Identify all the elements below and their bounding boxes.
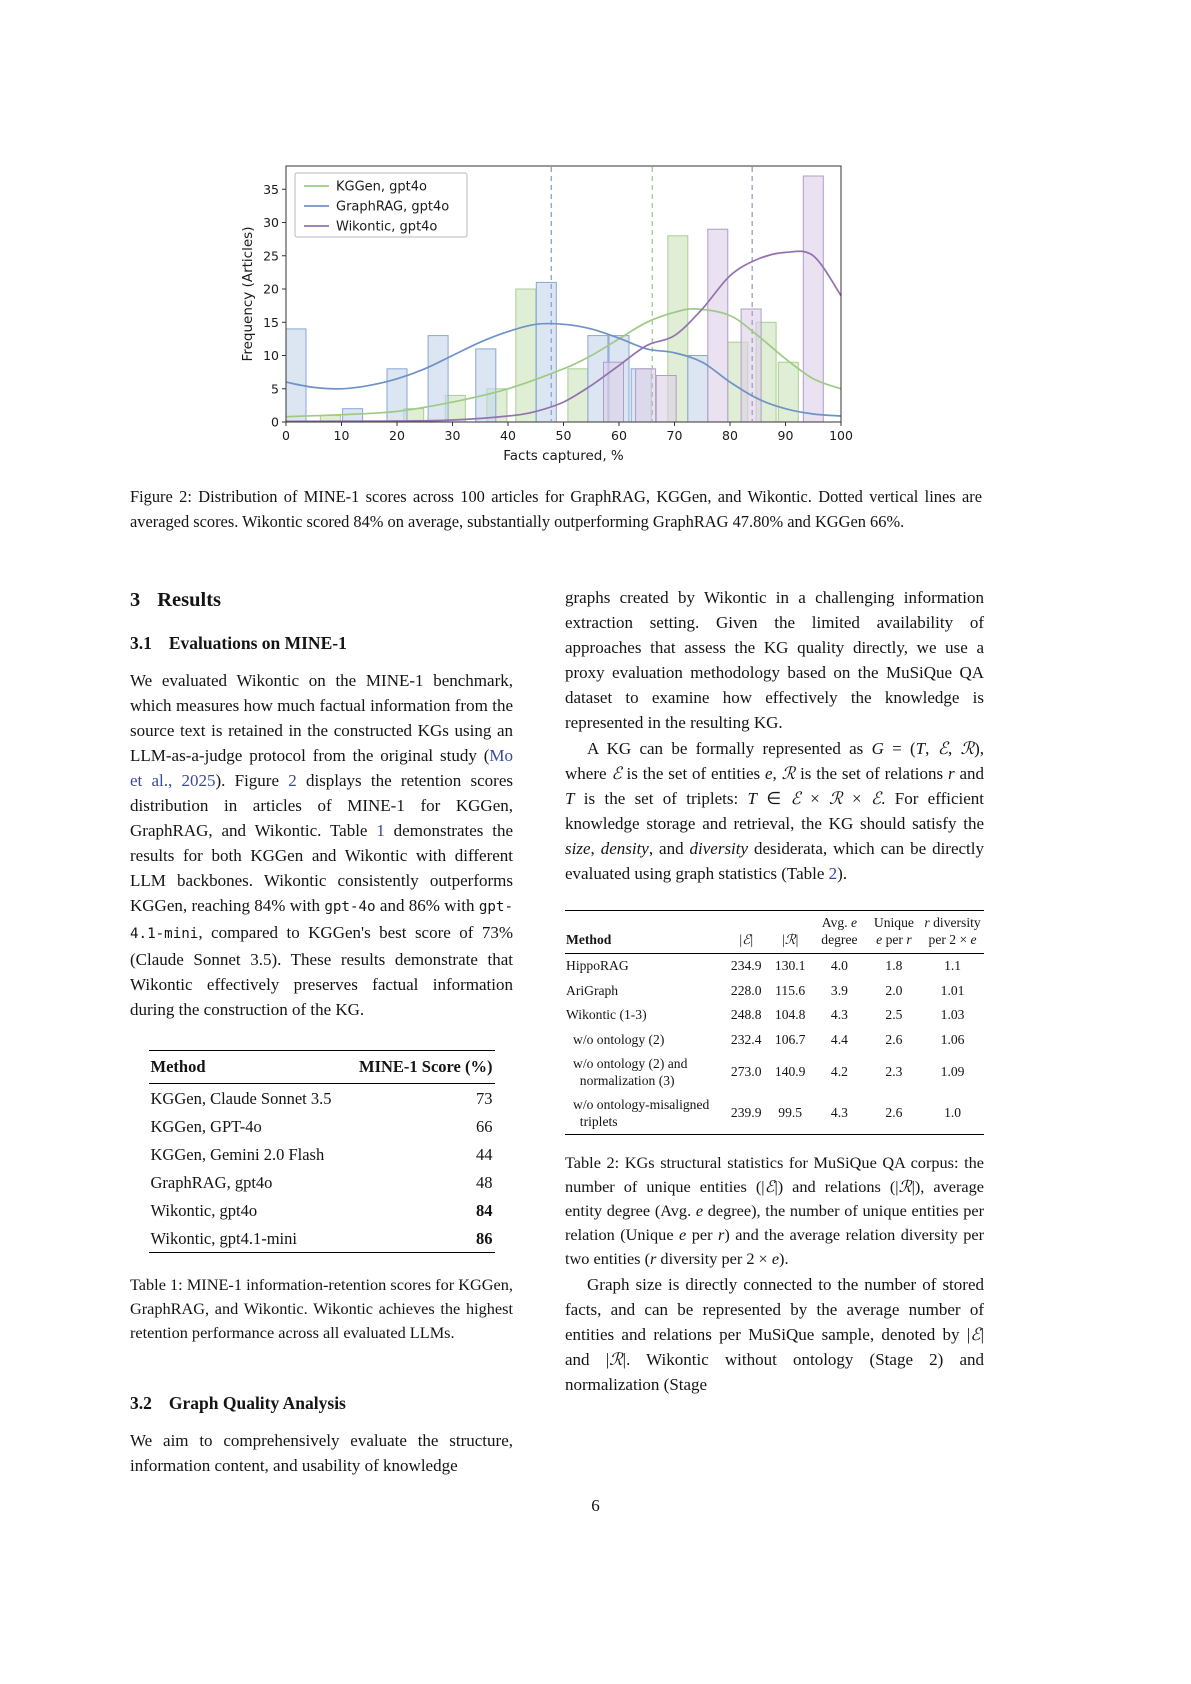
- stat-cell: 3.9: [830, 982, 848, 998]
- stat-cell: 234.9: [730, 958, 762, 973]
- ref-link[interactable]: 1: [376, 821, 385, 840]
- table1-caption: Table 1: MINE-1 information-retention scores for KGGen, GraphRAG, and Wikontic. Wikontic achieves the highest retention performance across all evaluated LLMs.: [130, 1275, 513, 1342]
- stat-cell: 4.4: [830, 1031, 848, 1047]
- score-cell: 66: [476, 1116, 493, 1136]
- score-cell: 44: [476, 1144, 493, 1164]
- svg-text:10: 10: [333, 428, 350, 443]
- stat-cell: 4.2: [830, 1064, 848, 1080]
- stat-cell: 1.06: [940, 1031, 965, 1047]
- legend: [295, 173, 467, 237]
- svg-text:5: 5: [271, 381, 279, 397]
- subsection-heading-3-1: [130, 631, 513, 655]
- svg-text:70: 70: [666, 428, 683, 443]
- svg-text:80: 80: [722, 428, 738, 443]
- stat-cell: 106.7: [774, 1031, 806, 1047]
- stat-cell: 2.3: [885, 1064, 903, 1080]
- table2-header: |ℰ|: [724, 911, 768, 954]
- x-axis-label: Facts captured, %: [503, 448, 624, 464]
- table2-header: Unique e per r: [867, 911, 921, 954]
- method-cell: KGGen, GPT-4o: [150, 1116, 262, 1136]
- subsection-number: 3.2: [130, 1393, 152, 1413]
- paragraph-evaluations: We evaluated Wikontic on the MINE-1 benchmark, which measures how much factual information from the source text is retained in the constructed KGs using an LLM-as-a-judge protocol from the original study (Mo et al., 2025). Figure 2 displays the retention scores distribution in articles of MINE-1 for KGGen, GraphRAG, and Wikontic. Table 1 demonstrates the results for both KGGen and Wikontic with different LLM backbones. Wikontic consistently outperforms KGGen, reaching 84% with gpt-4o and 86% with gpt-4.1-mini, compared to KGGen's best score of 73% (Claude Sonnet 3.5). These results demonstrate that Wikontic effectively preserves factual information during the construction of the KG.: [130, 671, 514, 1019]
- stat-cell: 130.1: [774, 958, 806, 973]
- stat-cell: 1.09: [940, 1064, 965, 1080]
- score-cell: 48: [476, 1172, 493, 1192]
- ref-link[interactable]: 2: [288, 771, 297, 790]
- method-cell: KGGen, Claude Sonnet 3.5: [150, 1088, 332, 1108]
- stat-cell: 1.01: [940, 982, 965, 998]
- table2-body: [565, 954, 984, 1135]
- paragraph-continued: graphs created by Wikontic in a challenging information extraction setting. Given the limited availability of approaches that assess the KG quality directly, we use a proxy evaluation methodology based on the MuSiQue QA dataset to examine how effectively the knowledge is represented in the resulting KG.: [565, 588, 984, 732]
- stat-cell: 273.0: [730, 1064, 762, 1080]
- svg-text:10: 10: [263, 348, 279, 364]
- inline-code: gpt-4o: [324, 899, 376, 915]
- svg-text:0: 0: [271, 414, 279, 430]
- figure2: [240, 156, 855, 468]
- stat-cell: 2.0: [885, 982, 903, 998]
- stat-cell: 1.0: [944, 1105, 962, 1121]
- stat-cell: 2.5: [885, 1007, 903, 1022]
- section-heading-results: [130, 587, 513, 613]
- stat-cell: 1.8: [885, 958, 903, 973]
- score-cell: 86: [476, 1228, 493, 1248]
- method-cell: w/o ontology-misaligned triplets: [573, 1097, 710, 1129]
- stat-cell: 4.0: [830, 958, 848, 973]
- table2-head-row: [565, 911, 984, 954]
- legend-label: Wikontic, gpt4o: [336, 219, 438, 235]
- svg-text:35: 35: [263, 181, 279, 197]
- table1: [149, 1050, 495, 1253]
- stat-cell: 1.03: [940, 1007, 965, 1022]
- table2-header: Method: [565, 911, 724, 954]
- table2-header: |ℛ|: [768, 911, 812, 954]
- figure2-caption: Figure 2: Distribution of MINE-1 scores across 100 articles for GraphRAG, KGGen, and Wikontic. Dotted vertical lines are averaged scores. Wikontic scored 84% on average, substantially outperforming GraphRAG 47.80% and KGGen 66%.: [130, 487, 982, 531]
- method-cell: Wikontic (1-3): [566, 1007, 647, 1022]
- subsection-number: 3.1: [130, 633, 152, 653]
- table2-row: [565, 1093, 984, 1135]
- stat-cell: 4.3: [830, 1105, 848, 1121]
- figure2-chart: [240, 156, 855, 468]
- table1-row: [149, 1196, 495, 1224]
- method-cell: w/o ontology (2) and normalization (3): [573, 1056, 688, 1088]
- section-number: 3: [130, 589, 141, 611]
- svg-text:40: 40: [500, 428, 516, 443]
- subsection-heading-3-2: [130, 1391, 513, 1415]
- subsection-title: Graph Quality Analysis: [168, 1393, 346, 1413]
- paragraph-graph-quality: We aim to comprehensively evaluate the structure, information content, and usability of knowledge: [130, 1431, 513, 1475]
- method-cell: Wikontic, gpt4o: [150, 1200, 258, 1220]
- paragraph-graph-size: Graph size is directly connected to the number of stored facts, and can be represented by the average number of entities and relations per MuSiQue sample, denoted by |ℰ| and |ℛ|. Wikontic without ontology (Stage 2) and normalization (Stage: [565, 1275, 984, 1394]
- table1-row: [149, 1224, 495, 1253]
- table1-row: [149, 1140, 495, 1168]
- stat-cell: 2.6: [885, 1031, 903, 1047]
- stat-cell: 4.3: [830, 1007, 848, 1022]
- table1-row: [149, 1112, 495, 1140]
- subsection-title: Evaluations on MINE-1: [168, 633, 347, 653]
- table2: [565, 910, 984, 1135]
- table2-row: [565, 1003, 984, 1028]
- table1-body: [149, 1084, 495, 1253]
- table1-row: [149, 1168, 495, 1196]
- stat-cell: 1.1: [944, 958, 962, 973]
- method-cell: GraphRAG, gpt4o: [150, 1172, 273, 1192]
- svg-text:30: 30: [263, 215, 279, 231]
- table2-header: r diversity per 2 × e: [921, 911, 984, 954]
- svg-text:30: 30: [444, 428, 461, 443]
- stat-cell: 239.9: [730, 1105, 762, 1121]
- table2-row: [565, 1052, 984, 1093]
- stat-cell: 104.8: [774, 1007, 806, 1022]
- score-cell: 84: [476, 1200, 493, 1220]
- section-title: Results: [157, 589, 222, 611]
- svg-text:20: 20: [263, 281, 279, 297]
- y-axis-label: Frequency (Articles): [240, 226, 256, 362]
- stat-cell: 140.9: [774, 1064, 806, 1080]
- table1-header: Method: [149, 1051, 347, 1084]
- method-cell: AriGraph: [566, 982, 619, 998]
- ref-link[interactable]: Mo et al., 2025: [130, 746, 513, 790]
- svg-text:100: 100: [829, 428, 853, 443]
- stat-cell: 99.5: [778, 1105, 803, 1121]
- table2-row: [565, 954, 984, 979]
- svg-text:15: 15: [263, 314, 279, 330]
- paragraph-kg-formalism: A KG can be formally represented as G = (T, ℰ, ℛ), where ℰ is the set of entities e, ℛ is the set of relations r and T is the set of triplets: T ∈ ℰ × ℛ × ℰ. For efficient knowledge storage and retrieval, the KG should satisfy the size, density, and diversity desiderata, which can be directly evaluated using graph statistics (Table 2).: [565, 739, 985, 883]
- table1-header: MINE-1 Score (%): [347, 1051, 495, 1084]
- method-cell: KGGen, Gemini 2.0 Flash: [150, 1144, 325, 1164]
- svg-text:60: 60: [611, 428, 627, 443]
- right-column: [565, 585, 984, 1397]
- stat-cell: 248.8: [730, 1007, 762, 1022]
- inline-code: gpt-4.1-mini: [130, 899, 513, 942]
- page-number: 6: [591, 1496, 600, 1515]
- legend-label: KGGen, gpt4o: [336, 179, 427, 195]
- method-cell: Wikontic, gpt4.1-mini: [150, 1228, 297, 1248]
- ref-link[interactable]: 2: [828, 864, 838, 883]
- method-cell: w/o ontology (2): [573, 1031, 665, 1047]
- stat-cell: 228.0: [730, 982, 762, 998]
- stat-cell: 232.4: [730, 1031, 762, 1047]
- svg-text:50: 50: [555, 428, 572, 443]
- stat-cell: 115.6: [775, 982, 806, 998]
- score-cell: 73: [476, 1088, 493, 1108]
- table2-row: [565, 979, 984, 1004]
- svg-text:0: 0: [282, 428, 290, 443]
- table2-row: [565, 1028, 984, 1053]
- left-column: [130, 585, 513, 1478]
- svg-text:90: 90: [777, 428, 794, 443]
- svg-text:25: 25: [263, 248, 279, 264]
- table1-head-row: [149, 1051, 495, 1084]
- legend-label: GraphRAG, gpt4o: [336, 199, 450, 215]
- svg-text:20: 20: [389, 428, 405, 443]
- stat-cell: 2.6: [885, 1105, 903, 1121]
- table2-header: Avg. e degree: [812, 911, 866, 954]
- table1-row: [149, 1084, 495, 1113]
- method-cell: HippoRAG: [566, 958, 629, 973]
- table2-caption: Table 2: KGs structural statistics for MuSiQue QA corpus: the number of unique entities (|ℰ|) and relations (|ℛ|), average entity degree (Avg. e degree), the number of unique entities per relation (Unique e per r) and the average relation diversity per two entities (r diversity per 2 × e).: [565, 1153, 985, 1268]
